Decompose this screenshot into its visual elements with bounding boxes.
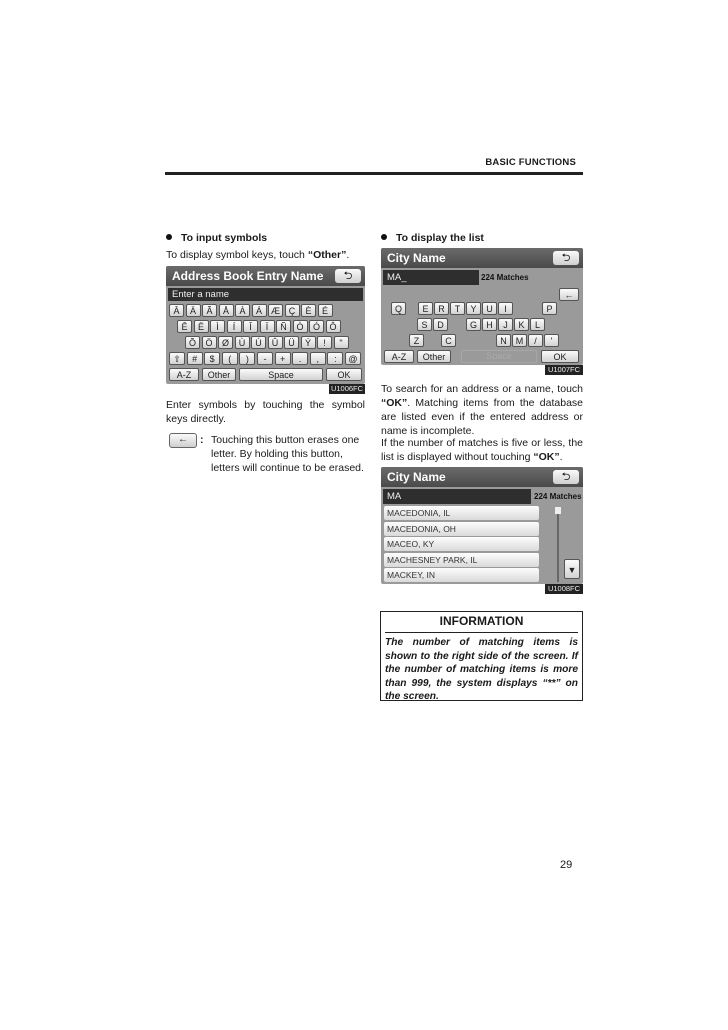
symbol-key[interactable]: Ã bbox=[202, 304, 217, 317]
symbol-key[interactable]: È bbox=[301, 304, 316, 317]
symbol-key[interactable]: Ñ bbox=[276, 320, 291, 333]
symbol-key[interactable]: Å bbox=[219, 304, 234, 317]
space-button[interactable]: Space bbox=[239, 368, 323, 381]
symbol-key[interactable]: ( bbox=[222, 352, 238, 365]
symbol-key[interactable]: : bbox=[327, 352, 343, 365]
information-text: The number of matching items is shown to the right side of the screen. If the number of matching items is more than 999, the system displays “**” on the screen. bbox=[385, 637, 578, 702]
symbol-key[interactable]: Í bbox=[227, 320, 242, 333]
city-keyboard-screen bbox=[381, 248, 583, 365]
symbol-key[interactable]: Ë bbox=[194, 320, 209, 333]
other-button[interactable]: Other bbox=[417, 350, 451, 363]
match-count: 224 Matches bbox=[534, 492, 582, 501]
symbol-key[interactable]: " bbox=[334, 336, 349, 349]
list-item[interactable]: MACEDONIA, IL bbox=[384, 506, 539, 520]
symbol-key[interactable]: - bbox=[257, 352, 273, 365]
symbol-key[interactable]: + bbox=[275, 352, 291, 365]
ok-button[interactable]: OK bbox=[541, 350, 579, 363]
bullet-icon bbox=[381, 234, 387, 240]
letter-key[interactable]: J bbox=[498, 318, 513, 331]
symbol-key[interactable]: Á bbox=[252, 304, 267, 317]
delete-button[interactable]: ← bbox=[559, 288, 579, 301]
letter-key[interactable]: R bbox=[434, 302, 449, 315]
letter-key[interactable]: H bbox=[482, 318, 497, 331]
list-heading bbox=[381, 232, 484, 244]
letter-key[interactable]: C bbox=[441, 334, 456, 347]
other-button[interactable]: Other bbox=[202, 368, 236, 381]
bullet-icon bbox=[166, 234, 172, 240]
symbol-key[interactable]: # bbox=[187, 352, 203, 365]
symbol-key[interactable]: Ú bbox=[251, 336, 266, 349]
city-list-screen bbox=[381, 467, 583, 584]
ok-button[interactable]: OK bbox=[326, 368, 362, 381]
letter-key[interactable]: L bbox=[530, 318, 545, 331]
symbol-key[interactable]: Ù bbox=[235, 336, 250, 349]
space-button: Space bbox=[461, 350, 537, 363]
symbol-key[interactable]: Ó bbox=[309, 320, 324, 333]
symbol-key[interactable]: Ý bbox=[301, 336, 316, 349]
few-matches-paragraph: If the number of matches is five or less, the list is displayed without touching “OK”. bbox=[381, 437, 583, 463]
letter-key[interactable]: N bbox=[496, 334, 511, 347]
scroll-thumb[interactable] bbox=[555, 507, 561, 514]
symbol-key[interactable]: ! bbox=[317, 336, 332, 349]
scroll-track bbox=[557, 507, 559, 582]
name-input[interactable]: Enter a name bbox=[168, 288, 363, 301]
symbol-key[interactable]: Î bbox=[243, 320, 258, 333]
symbol-key[interactable]: Õ bbox=[185, 336, 200, 349]
letter-key[interactable]: D bbox=[433, 318, 448, 331]
symbol-key[interactable]: À bbox=[235, 304, 250, 317]
back-button[interactable]: ⮌ bbox=[335, 269, 361, 283]
symbol-key[interactable]: Â bbox=[169, 304, 184, 317]
symbol-key[interactable]: Û bbox=[268, 336, 283, 349]
page-down-button[interactable]: ▼ bbox=[564, 559, 580, 579]
list-heading-text: To display the list bbox=[396, 232, 484, 244]
header-rule bbox=[165, 172, 583, 175]
letter-key[interactable]: M bbox=[512, 334, 527, 347]
screen-title: City Name bbox=[387, 251, 446, 265]
symbol-key[interactable]: Ô bbox=[326, 320, 341, 333]
information-rule bbox=[385, 632, 578, 633]
symbol-entry-screen bbox=[166, 266, 365, 384]
letter-key[interactable]: U bbox=[482, 302, 497, 315]
symbol-key[interactable]: Ê bbox=[177, 320, 192, 333]
az-button[interactable]: A-Z bbox=[169, 368, 199, 381]
symbol-key[interactable]: . bbox=[292, 352, 308, 365]
letter-key[interactable]: P bbox=[542, 302, 557, 315]
letter-key[interactable]: / bbox=[528, 334, 543, 347]
symbol-key[interactable]: ) bbox=[239, 352, 255, 365]
screen-title: City Name bbox=[387, 470, 446, 484]
symbol-key[interactable]: Æ bbox=[268, 304, 283, 317]
letter-key[interactable]: G bbox=[466, 318, 481, 331]
list-item[interactable]: MACEO, KY bbox=[384, 537, 539, 551]
letter-key[interactable]: E bbox=[418, 302, 433, 315]
symbol-key[interactable]: Ì bbox=[210, 320, 225, 333]
letter-key[interactable]: T bbox=[450, 302, 465, 315]
search-paragraph: To search for an address or a name, touch “OK”. Matching items from the database are listed even if the entered address or name is incomplete. bbox=[381, 383, 583, 437]
az-button[interactable]: A-Z bbox=[384, 350, 414, 363]
letter-key[interactable]: K bbox=[514, 318, 529, 331]
match-count: 224 Matches bbox=[481, 273, 529, 282]
letter-key[interactable]: ' bbox=[544, 334, 559, 347]
figure-code: U1006FC bbox=[330, 384, 364, 393]
symbols-heading-text: To input symbols bbox=[181, 232, 268, 244]
symbols-description: Enter symbols by touching the symbol keys directly. bbox=[166, 399, 365, 425]
symbol-key[interactable]: Ç bbox=[285, 304, 300, 317]
city-input[interactable]: MA_ bbox=[383, 270, 479, 285]
symbol-key[interactable]: , bbox=[310, 352, 326, 365]
symbol-key[interactable]: Ö bbox=[202, 336, 217, 349]
figure-code: U1007FC bbox=[545, 365, 583, 375]
symbol-key[interactable]: Ï bbox=[260, 320, 275, 333]
list-item[interactable]: MACHESNEY PARK, IL bbox=[384, 553, 539, 567]
section-header: BASIC FUNCTIONS bbox=[485, 157, 576, 168]
erase-colon: : bbox=[200, 434, 204, 446]
information-title: INFORMATION bbox=[439, 614, 524, 628]
screen-title: Address Book Entry Name bbox=[172, 269, 324, 283]
symbol-key[interactable]: Ø bbox=[218, 336, 233, 349]
letter-key[interactable]: Y bbox=[466, 302, 481, 315]
letter-key[interactable]: S bbox=[417, 318, 432, 331]
symbol-key[interactable]: Ü bbox=[284, 336, 299, 349]
back-button[interactable]: ⮌ bbox=[553, 470, 579, 484]
letter-key[interactable]: Z bbox=[409, 334, 424, 347]
symbols-intro: To display symbol keys, touch “Other”. bbox=[166, 249, 350, 261]
erase-description: Touching this button erases one letter. By holding this button, letters will continue to be erased. bbox=[211, 434, 364, 474]
symbol-key[interactable]: Ò bbox=[293, 320, 308, 333]
page-number: 29 bbox=[560, 859, 573, 871]
city-input[interactable]: MA bbox=[383, 489, 531, 504]
back-button[interactable]: ⮌ bbox=[553, 251, 579, 265]
letter-key[interactable]: Q bbox=[391, 302, 406, 315]
symbol-key[interactable]: $ bbox=[204, 352, 220, 365]
symbols-heading bbox=[166, 232, 267, 244]
list-item[interactable]: MACEDONIA, OH bbox=[384, 522, 539, 536]
symbol-key[interactable]: @ bbox=[345, 352, 361, 365]
symbol-key[interactable]: Ä bbox=[186, 304, 201, 317]
symbol-key[interactable]: ⇧ bbox=[169, 352, 185, 365]
list-item[interactable]: MACKEY, IN bbox=[384, 568, 539, 582]
letter-key[interactable]: I bbox=[498, 302, 513, 315]
figure-code: U1008FC bbox=[545, 584, 583, 594]
symbol-key[interactable]: É bbox=[318, 304, 333, 317]
erase-key-icon: ← bbox=[169, 433, 197, 448]
